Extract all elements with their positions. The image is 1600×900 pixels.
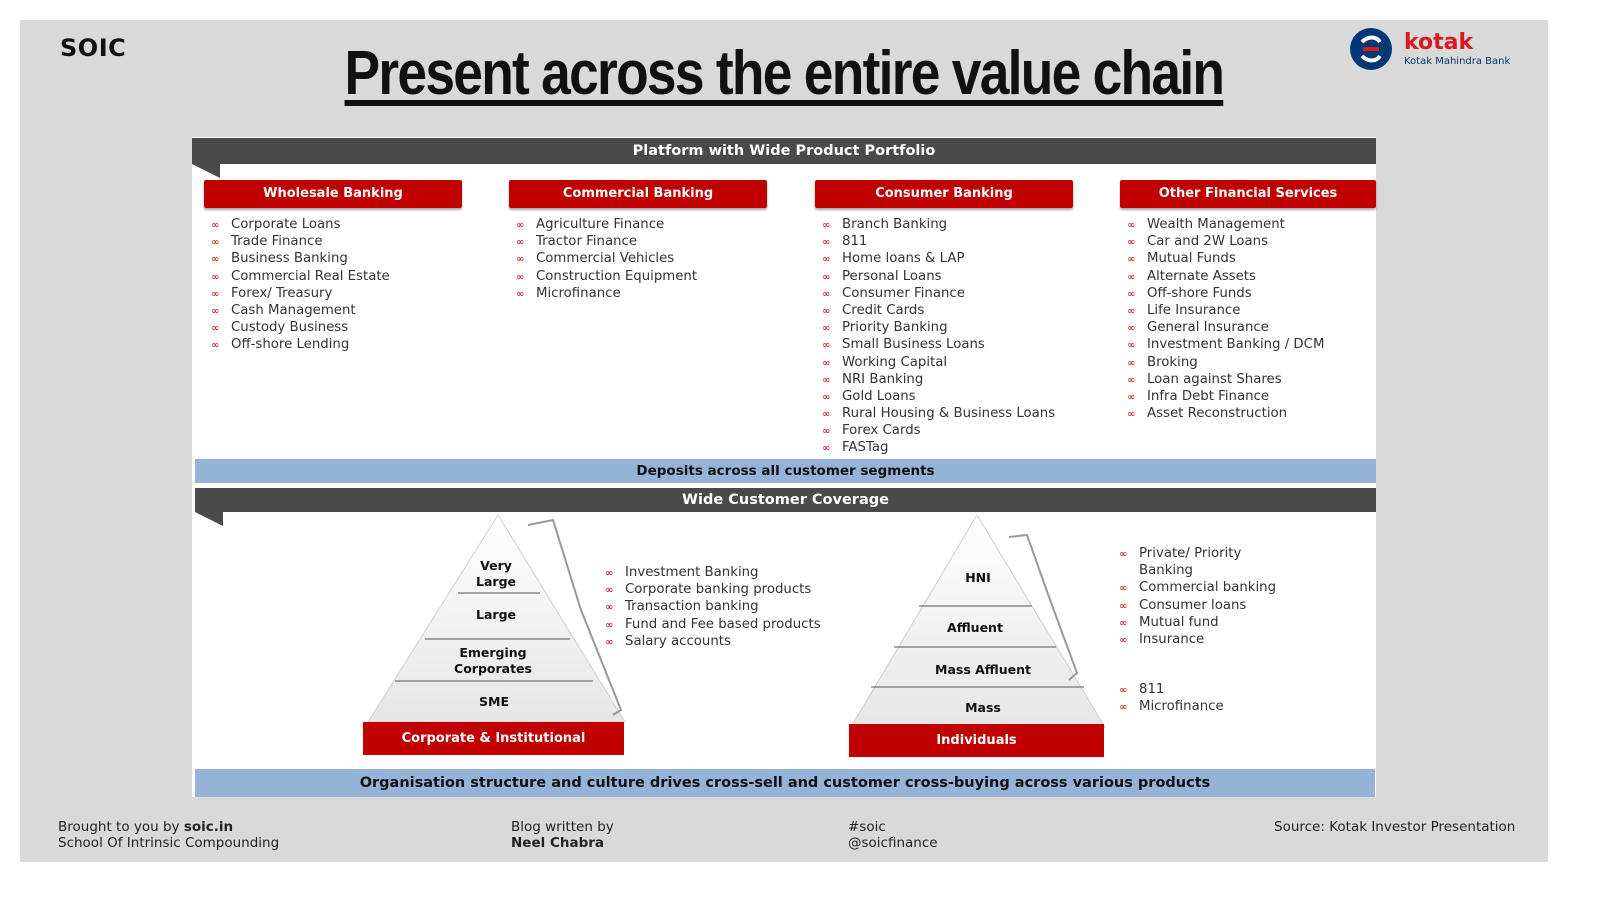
list-item-label: Gold Loans: [842, 388, 916, 404]
list-item-label: Commercial Vehicles: [536, 251, 675, 267]
list-item-label: Personal Loans: [842, 268, 942, 284]
infinity-bullet-icon: ∞: [516, 237, 525, 249]
footer-author: [511, 819, 614, 851]
infinity-bullet-icon: ∞: [822, 237, 831, 249]
list-item: [1113, 681, 1224, 698]
corporate-institutional-base: Corporate & Institutional: [363, 722, 624, 755]
tier-affluent: Affluent: [947, 620, 1003, 635]
footer-tags: [848, 819, 938, 851]
coverage-header-notch: [195, 512, 223, 526]
infinity-bullet-icon: ∞: [1127, 237, 1136, 249]
list-item: [205, 285, 390, 302]
list-item: [510, 250, 697, 267]
footer-source: Source: Kotak Investor Presentation: [1274, 819, 1516, 835]
list-item-label: Credit Cards: [842, 302, 925, 318]
infinity-bullet-icon: ∞: [1127, 288, 1136, 300]
infinity-bullet-icon: ∞: [1127, 391, 1136, 403]
consumer-banking-list: [816, 216, 1055, 457]
list-item: [1113, 614, 1276, 631]
list-item: [599, 581, 821, 598]
deposits-bar: Deposits across all customer segments: [195, 459, 1376, 483]
list-item: [1121, 250, 1324, 267]
infinity-bullet-icon: ∞: [211, 288, 220, 300]
list-item: [816, 336, 1055, 353]
corporate-products-list: [599, 564, 821, 650]
platform-header: Platform with Wide Product Portfolio: [192, 138, 1376, 164]
footer-hashtag[interactable]: #soic: [848, 819, 886, 835]
list-item-label: Trade Finance: [231, 234, 323, 250]
list-item: [816, 371, 1055, 388]
list-item: [599, 598, 821, 615]
infinity-bullet-icon: ∞: [1119, 583, 1128, 595]
list-item-label: Investment Banking: [625, 565, 759, 580]
list-item-label: Banking: [1139, 563, 1193, 579]
list-item: [1121, 405, 1324, 422]
list-item-label: Commercial banking: [1139, 580, 1277, 596]
list-item: [1121, 388, 1324, 405]
list-item-label: FASTag: [842, 440, 889, 456]
list-item-label: Corporate banking products: [625, 582, 812, 598]
individuals-products-lower: [1113, 681, 1224, 715]
infinity-bullet-icon: ∞: [1119, 600, 1128, 612]
infinity-bullet-icon: ∞: [605, 619, 614, 631]
infinity-bullet-icon: ∞: [822, 323, 831, 335]
infinity-bullet-icon: ∞: [1127, 357, 1136, 369]
list-item: [510, 233, 697, 250]
kotak-logo-icon: [1350, 28, 1392, 70]
list-item-label: Business Banking: [231, 251, 348, 267]
individuals-base: Individuals: [849, 724, 1104, 757]
list-item: [816, 405, 1055, 422]
infinity-bullet-icon: ∞: [605, 568, 614, 579]
infinity-bullet-icon: ∞: [1127, 323, 1136, 335]
category-commercial-banking: Commercial Banking: [509, 180, 767, 208]
list-item: [1121, 371, 1324, 388]
individuals-products-upper: [1113, 545, 1276, 648]
list-item-label: Custody Business: [231, 320, 349, 336]
category-other-financial-services: Other Financial Services: [1120, 180, 1376, 208]
list-item-label: Microfinance: [536, 285, 621, 301]
tier-emerging-corporates: Emerging Corporates: [454, 645, 532, 676]
list-item-label: Fund and Fee based products: [625, 616, 821, 632]
infinity-bullet-icon: ∞: [211, 323, 220, 335]
list-item: [816, 319, 1055, 336]
list-item: [205, 302, 390, 319]
list-item: [1121, 268, 1324, 285]
other-financial-services-list: [1121, 216, 1324, 422]
list-item: [205, 319, 390, 336]
list-item: [205, 233, 390, 250]
tier-mass-affluent: Mass Affluent: [935, 662, 1031, 677]
list-item-label: Wealth Management: [1147, 217, 1285, 232]
list-item-label: Priority Banking: [842, 320, 948, 336]
tier-mass: Mass: [965, 700, 1001, 715]
logo-name: kotak: [1404, 30, 1474, 55]
list-item-label: Microfinance: [1139, 699, 1224, 715]
list-item: [1121, 233, 1324, 250]
list-item: [1113, 562, 1276, 579]
list-item-label: Commercial Real Estate: [231, 268, 390, 284]
list-item-label: Alternate Assets: [1147, 268, 1256, 284]
logo-subtitle: Kotak Mahindra Bank: [1404, 56, 1511, 67]
list-item: [816, 439, 1055, 456]
list-item: [1113, 579, 1276, 596]
list-item: [816, 250, 1055, 267]
list-item: [1113, 597, 1276, 614]
footer-author-name: Neel Chabra: [511, 835, 604, 851]
infinity-bullet-icon: ∞: [1127, 409, 1136, 421]
infinity-bullet-icon: ∞: [822, 220, 831, 231]
infinity-bullet-icon: ∞: [211, 271, 220, 283]
footer-credit: [58, 819, 279, 851]
list-item-label: Off-shore Lending: [231, 337, 350, 353]
list-item: [1121, 354, 1324, 371]
list-item-label: Mutual fund: [1139, 614, 1219, 630]
infinity-bullet-icon: ∞: [1127, 220, 1136, 231]
infinity-bullet-icon: ∞: [211, 254, 220, 266]
platform-header-notch: [192, 164, 220, 178]
commercial-banking-list: [510, 216, 697, 302]
list-item: [1121, 336, 1324, 353]
category-wholesale-banking: Wholesale Banking: [204, 180, 462, 208]
list-item-label: Infra Debt Finance: [1147, 388, 1270, 404]
list-item: [816, 233, 1055, 250]
infinity-bullet-icon: ∞: [1119, 549, 1128, 560]
list-item-label: Insurance: [1139, 631, 1205, 647]
list-item-label: Off-shore Funds: [1147, 285, 1252, 301]
list-item: [1121, 216, 1324, 233]
infinity-bullet-icon: ∞: [1119, 634, 1128, 646]
infinity-bullet-icon: ∞: [1127, 340, 1136, 352]
infinity-bullet-icon: ∞: [1119, 617, 1128, 629]
footer-credit-prefix: Brought to you by: [58, 819, 184, 835]
list-item-label: Life Insurance: [1147, 302, 1241, 318]
list-item: [816, 354, 1055, 371]
infinity-bullet-icon: ∞: [211, 340, 220, 352]
infinity-bullet-icon: ∞: [822, 254, 831, 266]
list-item: [599, 616, 821, 633]
list-item: [205, 268, 390, 285]
list-item: [1121, 302, 1324, 319]
list-item-label: Forex Cards: [842, 423, 921, 439]
list-item-label: Corporate Loans: [231, 217, 341, 232]
list-item: [816, 268, 1055, 285]
tier-sme: SME: [479, 694, 509, 709]
page-title: [0, 38, 1568, 109]
list-item: [1113, 545, 1276, 562]
infinity-bullet-icon: ∞: [1127, 271, 1136, 283]
list-item: [1121, 319, 1324, 336]
infinity-bullet-icon: ∞: [1119, 685, 1128, 696]
infinity-bullet-icon: ∞: [1119, 702, 1128, 714]
list-item-label: 811: [1139, 682, 1165, 697]
list-item-label: Forex/ Treasury: [231, 285, 333, 301]
list-item: [816, 216, 1055, 233]
list-item: [1121, 285, 1324, 302]
list-item: [1113, 631, 1276, 648]
list-item-label: Asset Reconstruction: [1147, 406, 1288, 422]
infinity-bullet-icon: ∞: [1127, 305, 1136, 317]
list-item-label: Small Business Loans: [842, 337, 985, 353]
infinity-bullet-icon: ∞: [1127, 374, 1136, 386]
infinity-bullet-icon: ∞: [822, 271, 831, 283]
coverage-header: Wide Customer Coverage: [195, 488, 1376, 512]
tier-large: Large: [476, 607, 516, 622]
tier-very-large: Very Large: [476, 558, 516, 589]
footer-handle[interactable]: @soicfinance: [848, 835, 938, 851]
list-item-label: Consumer Finance: [842, 285, 965, 301]
infinity-bullet-icon: ∞: [1127, 254, 1136, 266]
list-item-label: Consumer loans: [1139, 597, 1247, 613]
list-item: [510, 268, 697, 285]
page-title-text: Present across the entire value chain: [344, 39, 1224, 108]
list-item-label: Private/ Priority: [1139, 546, 1242, 561]
infinity-bullet-icon: ∞: [605, 602, 614, 614]
infinity-bullet-icon: ∞: [822, 443, 831, 455]
list-item-label: Branch Banking: [842, 217, 948, 232]
infinity-bullet-icon: ∞: [822, 426, 831, 438]
footer-org-name: School Of Intrinsic Compounding: [58, 835, 280, 851]
list-item: [510, 216, 697, 233]
brand-label: SOIC: [60, 34, 127, 62]
list-item: [816, 302, 1055, 319]
wholesale-banking-list: [205, 216, 390, 354]
list-item: [205, 216, 390, 233]
infinity-bullet-icon: ∞: [822, 357, 831, 369]
list-item: [510, 285, 697, 302]
list-item-label: Broking: [1147, 354, 1198, 370]
list-item: [1113, 698, 1224, 715]
list-item-label: Cash Management: [231, 302, 356, 318]
list-item: [599, 633, 821, 650]
infinity-bullet-icon: ∞: [211, 220, 220, 231]
list-item-label: Construction Equipment: [536, 268, 698, 284]
list-item: [816, 422, 1055, 439]
list-item-label: Salary accounts: [625, 633, 731, 649]
list-item: [816, 285, 1055, 302]
infinity-bullet-icon: ∞: [516, 271, 525, 283]
list-item: [599, 564, 821, 581]
infinity-bullet-icon: ∞: [822, 305, 831, 317]
infinity-bullet-icon: ∞: [822, 409, 831, 421]
cross-sell-bar: Organisation structure and culture drives cross-sell and customer cross-buying across various products: [195, 769, 1375, 797]
list-item-label: Working Capital: [842, 354, 948, 370]
list-item-label: Investment Banking / DCM: [1147, 337, 1325, 353]
list-item-label: NRI Banking: [842, 371, 924, 387]
list-item: [816, 388, 1055, 405]
list-item-label: Tractor Finance: [536, 234, 638, 250]
list-item-label: General Insurance: [1147, 320, 1269, 336]
infinity-bullet-icon: ∞: [211, 237, 220, 249]
kotak-logo: [1350, 28, 1520, 72]
list-item-label: Transaction banking: [625, 599, 759, 615]
infinity-bullet-icon: ∞: [822, 374, 831, 386]
infinity-bullet-icon: ∞: [822, 340, 831, 352]
infinity-bullet-icon: ∞: [516, 288, 525, 300]
list-item-label: Loan against Shares: [1147, 371, 1282, 387]
footer-site-link[interactable]: soic.in: [183, 819, 234, 835]
infinity-bullet-icon: ∞: [605, 636, 614, 648]
list-item-label: Mutual Funds: [1147, 251, 1236, 267]
list-item: [205, 250, 390, 267]
list-item-label: Rural Housing & Business Loans: [842, 406, 1056, 422]
footer-author-label: Blog written by: [511, 819, 614, 835]
category-consumer-banking: Consumer Banking: [815, 180, 1073, 208]
list-item-label: Home loans & LAP: [842, 251, 965, 267]
list-item-label: 811: [842, 234, 868, 250]
list-item-label: Car and 2W Loans: [1147, 234, 1269, 250]
tier-hni: HNI: [965, 570, 991, 585]
infinity-bullet-icon: ∞: [516, 220, 525, 231]
infinity-bullet-icon: ∞: [605, 585, 614, 597]
list-item-label: Agriculture Finance: [536, 217, 665, 232]
list-item: [205, 336, 390, 353]
infinity-bullet-icon: ∞: [211, 305, 220, 317]
infinity-bullet-icon: ∞: [822, 391, 831, 403]
infinity-bullet-icon: ∞: [516, 254, 525, 266]
infinity-bullet-icon: ∞: [822, 288, 831, 300]
